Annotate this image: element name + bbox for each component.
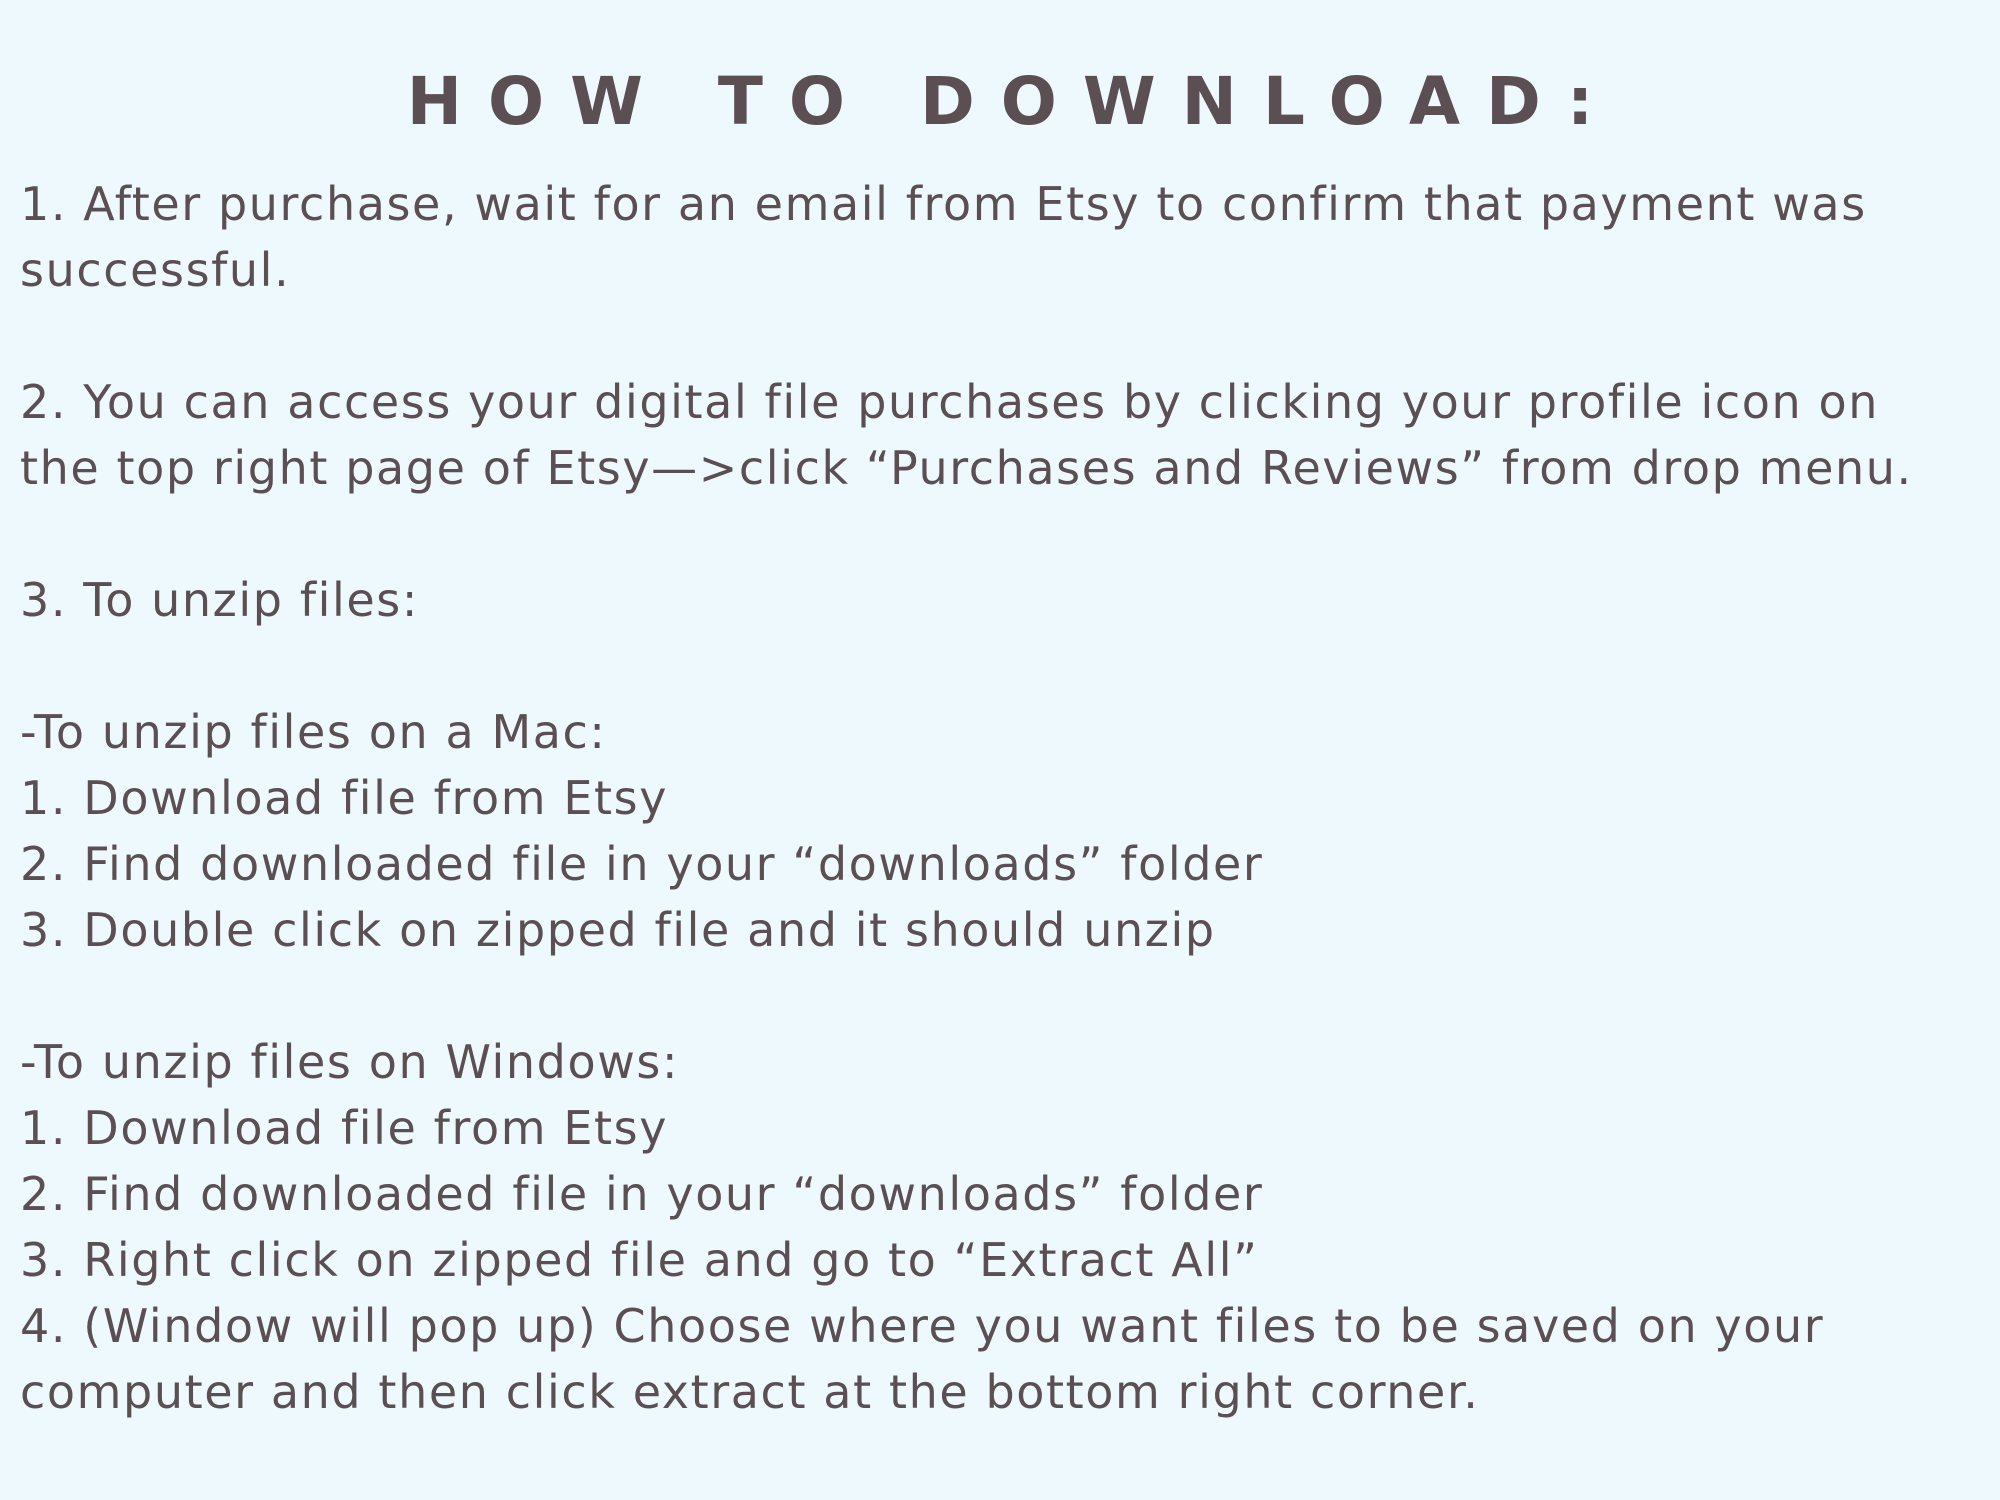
- spacer: [20, 501, 1980, 567]
- windows-step-1: 1. Download file from Etsy: [20, 1101, 669, 1155]
- spacer: [20, 303, 1980, 369]
- mac-heading: -To unzip files on a Mac:: [20, 705, 607, 759]
- step-1-line-2: successful.: [20, 243, 291, 297]
- step-2-line-1: 2. You can access your digital file purchases by clicking your profile icon on: [20, 375, 1880, 429]
- step-3-heading: 3. To unzip files:: [20, 573, 419, 627]
- windows-step-2: 2. Find downloaded file in your “downloads” folder: [20, 1167, 1264, 1221]
- mac-step-2: 2. Find downloaded file in your “downloads” folder: [20, 837, 1264, 891]
- windows-step-3: 3. Right click on zipped file and go to “Extract All”: [20, 1233, 1259, 1287]
- windows-step-4-continued: computer and then click extract at the bottom right corner.: [20, 1365, 1480, 1419]
- instructions-body: [20, 171, 1980, 1425]
- page-title: HOW TO DOWNLOAD:: [406, 63, 1620, 140]
- mac-step-3: 3. Double click on zipped file and it should unzip: [20, 903, 1216, 957]
- spacer: [20, 963, 1980, 1029]
- step-1-line-1: 1. After purchase, wait for an email from Etsy to confirm that payment was: [20, 177, 1867, 231]
- step-2-line-2: the top right page of Etsy—>click “Purchases and Reviews” from drop menu.: [20, 441, 1913, 495]
- mac-step-1: 1. Download file from Etsy: [20, 771, 669, 825]
- spacer: [20, 633, 1980, 699]
- windows-heading: -To unzip files on Windows:: [20, 1035, 680, 1089]
- windows-step-4: 4. (Window will pop up) Choose where you want files to be saved on your: [20, 1299, 1825, 1353]
